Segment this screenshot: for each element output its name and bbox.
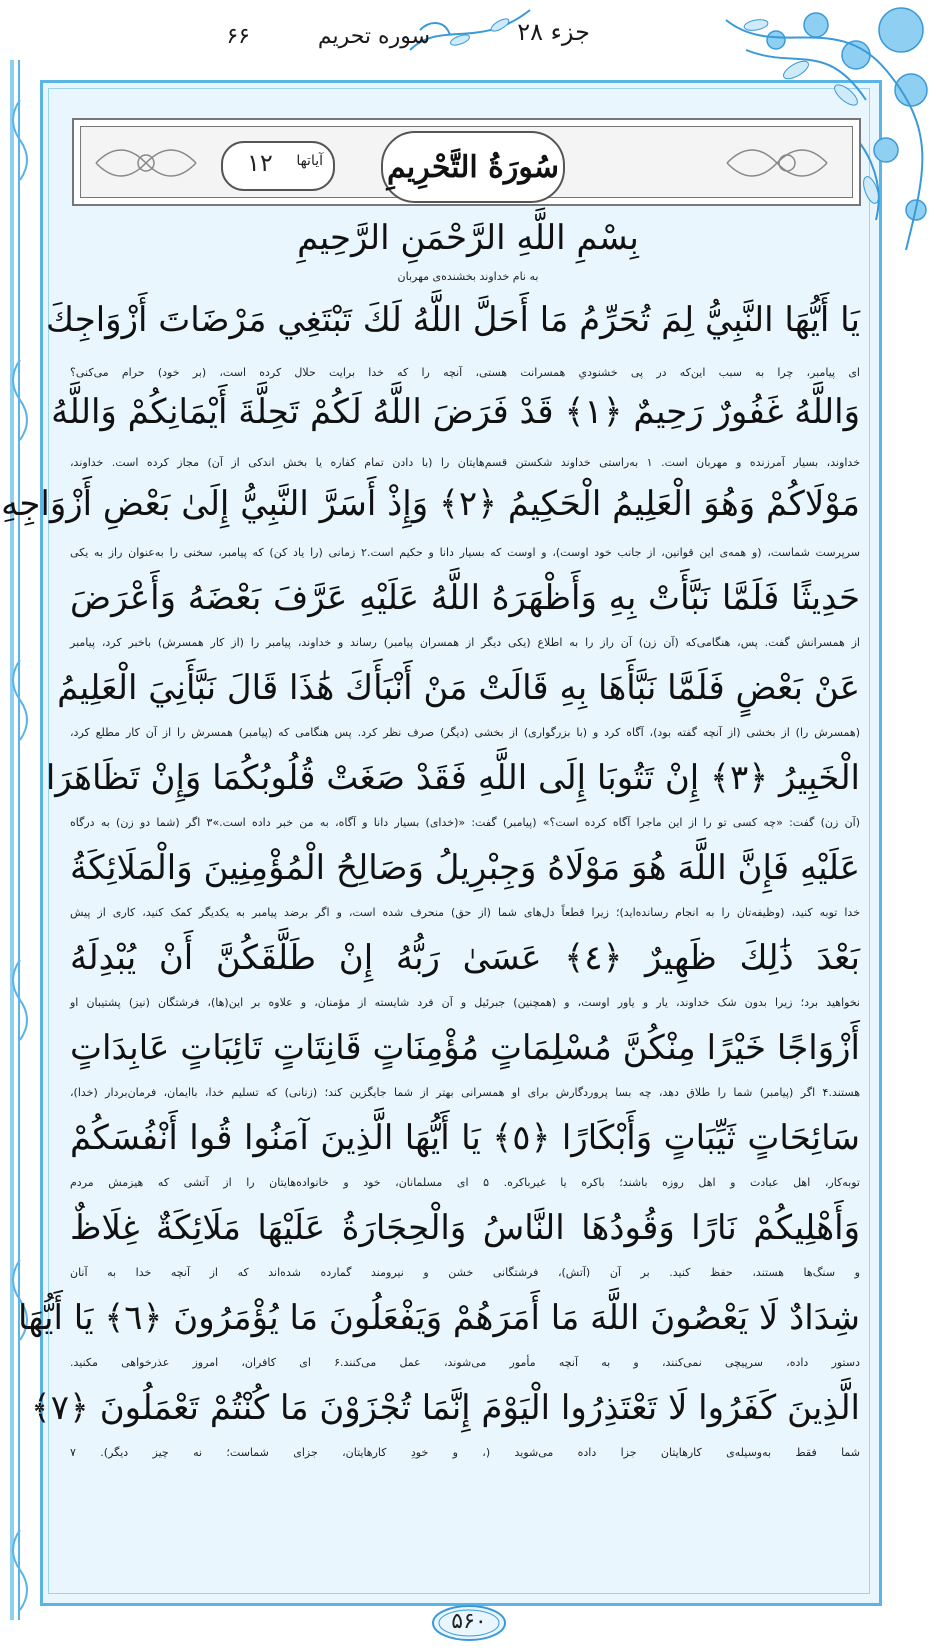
page-number-badge	[430, 1603, 508, 1643]
translation-line: از همسرانش گفت. پس، هنگامی‌که (آن زن) آن راز را به اطلاع (یکی دیگر از همسران پیامبر) رساند و خداوند، پیامبر را (از کار همسرش) باخبر کرد، پیامبر	[70, 636, 860, 649]
verse-line: عَنْ بَعْضٍ فَلَمَّا نَبَّأَهَا بِهِ قَالَتْ مَنْ أَنْبَأَكَ هَٰذَا قَالَ نَبَّأَنِيَ الْعَلِيمُ	[57, 668, 860, 708]
surah-name-header: سوره تحریم	[317, 24, 430, 49]
page-number: ۵۶۰	[451, 1609, 487, 1634]
surah-title-banner	[72, 118, 861, 206]
translation-line: دستور داده، سرپیچی نمی‌کنند، و به آنچه مأمور می‌شوند، عمل می‌کنند.۶ ای کافران، امروز عذرخواهی مکنید.	[70, 1356, 860, 1369]
verse-line: شِدَادٌ لَا يَعْصُونَ اللَّهَ مَا أَمَرَهُمْ وَيَفْعَلُونَ مَا يُؤْمَرُونَ ﴿٦﴾ يَا أَيُّهَا	[17, 1298, 860, 1338]
translation-line: ای پیامبر، چرا به سبب این‌که در پی خشنودیِ همسرانت هستی، آنچه را که خدا برایت حلال کرده است، (بر خود) حرام می‌کنی؟	[70, 366, 860, 379]
translation-line: هستند.۴ اگر (پیامبر) شما را طلاق دهد، چه بسا پروردگارش برای او همسرانی بهتر از شما جایگزین کند؛ (زنانی) که تسلیم خدا، باایمان، فرمان‌بردار (خدا)،	[70, 1086, 860, 1099]
page-header	[170, 18, 590, 58]
left-ornament-border	[0, 60, 36, 1620]
verse-line: مَوْلَاكُمْ وَهُوَ الْعَلِيمُ الْحَكِيمُ ﴿٢﴾ وَإِذْ أَسَرَّ النَّبِيُّ إِلَىٰ بَعْضِ أَزْوَاجِهِ	[1, 484, 860, 524]
verse-line: وَاللَّهُ غَفُورٌ رَحِيمٌ ﴿١﴾ قَدْ فَرَضَ اللَّهُ لَكُمْ تَحِلَّةَ أَيْمَانِكُمْ وَاللَّهُ	[51, 392, 860, 432]
surah-number-header: ۶۶	[226, 24, 250, 49]
verse-line: وَأَهْلِيكُمْ نَارًا وَقُودُهَا النَّاسُ وَالْحِجَارَةُ عَلَيْهَا مَلَائِكَةٌ غِلَاظٌ	[70, 1208, 860, 1248]
basmala: بِسْمِ اللَّهِ الرَّحْمَنِ الرَّحِيمِ	[297, 218, 639, 258]
verse-line: يَا أَيُّهَا النَّبِيُّ لِمَ تُحَرِّمُ مَا أَحَلَّ اللَّهُ لَكَ تَبْتَغِي مَرْضَاتَ أَزْوَاجِكَ	[46, 300, 860, 340]
verse-line: الَّذِينَ كَفَرُوا لَا تَعْتَذِرُوا الْيَوْمَ إِنَّمَا تُجْزَوْنَ مَا كُنْتُمْ تَعْمَلُونَ ﴿٧﴾	[30, 1388, 860, 1428]
arabesque-pattern-icon	[722, 135, 842, 191]
translation-line: و سنگ‌ها هستند، حفظ کنید. بر آن (آتش)، فرشتگانی خشن و نیرومند گمارده شده‌اند که از آنچه خدا به آنان	[70, 1266, 860, 1279]
translation-line: خداوند، بسیار آمرزنده و مهربان است. ۱ به‌راستی خداوند شکستن قسم‌هایتان را (با دادن تمام کفاره یا بخش اندکی از آن) مجاز کرده است. خداوند،	[70, 456, 861, 469]
banner-inner	[80, 126, 853, 198]
verse-line: بَعْدَ ذَٰلِكَ ظَهِيرٌ ﴿٤﴾ عَسَىٰ رَبُّهُ إِنْ طَلَّقَكُنَّ أَنْ يُبْدِلَهُ	[70, 938, 861, 978]
verse-line: حَدِيثًا فَلَمَّا نَبَّأَتْ بِهِ وَأَظْهَرَهُ اللَّهُ عَلَيْهِ عَرَّفَ بَعْضَهُ وَأَعْرَضَ	[70, 578, 860, 618]
verse-line: سَائِحَاتٍ ثَيِّبَاتٍ وَأَبْكَارًا ﴿٥﴾ يَا أَيُّهَا الَّذِينَ آمَنُوا قُوا أَنْفُسَكُمْ	[70, 1118, 860, 1158]
verse-line: عَلَيْهِ فَإِنَّ اللَّهَ هُوَ مَوْلَاهُ وَجِبْرِيلُ وَصَالِحُ الْمُؤْمِنِينَ وَالْمَلَائِكَةُ	[70, 848, 860, 888]
ayat-label: آیاتها	[296, 153, 323, 169]
translation-line: (همسرش را) از بخشی (از آنچه گفته بود)، آگاه کرد و (با بزرگواری) از بخشی (دیگر) صرف نظر کرد. پس هنگامی که (پیامبر) همسرش را از آن کار مطلع کرد،	[70, 726, 860, 739]
ayat-count-oval	[221, 141, 335, 191]
juz-label: جزء ۲۸	[517, 18, 590, 46]
translation-line: سرپرست شماست، (و همه‌ی این قوانین، از جانب خود اوست)، و اوست که بسیار دانا و حکیم است.۲ زمانی (را یاد کن) که پیامبر، سخنی را به‌عنوان راز به یکی	[70, 546, 860, 559]
verse-line: الْخَبِيرُ ﴿٣﴾ إِنْ تَتُوبَا إِلَى اللَّهِ فَقَدْ صَغَتْ قُلُوبُكُمَا وَإِنْ تَظَاهَرَا	[45, 758, 860, 798]
translation-line: خدا توبه کنید، (وظیفه‌تان را به انجام رسانده‌اید)؛ زیرا قطعاً دل‌های شما (از حق) منحرف شده است، و اگر برضد پیامبر به یکدیگر کمک کنید، کاری از پیش	[70, 906, 860, 919]
surah-title: سُورَةُ التَّحْرِيمِ	[386, 149, 560, 185]
surah-title-cartouche	[381, 131, 565, 203]
ayat-count: ۱۲	[247, 149, 273, 177]
translation-line: نخواهید برد؛ زیرا بدون شک خداوند، یار و یاور اوست، و (همچنین) جبرئیل و آن فرد شایسته از مؤمنان، و علاوه بر این(ها)، فرشتگان (نیز) پشتیبان او	[70, 996, 860, 1009]
translation-line: (آن زن) گفت: «چه کسی تو را از این ماجرا آگاه کرده است؟» (پیامبر) گفت: «(خدای) بسیار دانا و آگاه، به من خبر داده است.»۳ اگر (شما دو زن) به درگاه	[70, 816, 860, 829]
translation-line: شما فقط به‌وسیله‌ی کارهایتان جزا داده می‌شوید (، و خودِ کارهایتان، جزای شماست؛ نه چیز دیگر). ۷	[70, 1446, 860, 1459]
translation-line: توبه‌کار، اهل عبادت و اهل روزه باشند؛ باکره یا غیرباکره. ۵ ای مسلمانان، خود و خانواده‌هایتان را از آتشی که هیزمش مردم	[70, 1176, 860, 1189]
verse-line: أَزْوَاجًا خَيْرًا مِنْكُنَّ مُسْلِمَاتٍ مُؤْمِنَاتٍ قَانِتَاتٍ تَائِبَاتٍ عَابِدَاتٍ	[70, 1028, 860, 1068]
basmala-translation: به نام خداوند بخشنده‌ی مهربان	[397, 270, 539, 283]
arabesque-pattern-icon	[91, 135, 211, 191]
